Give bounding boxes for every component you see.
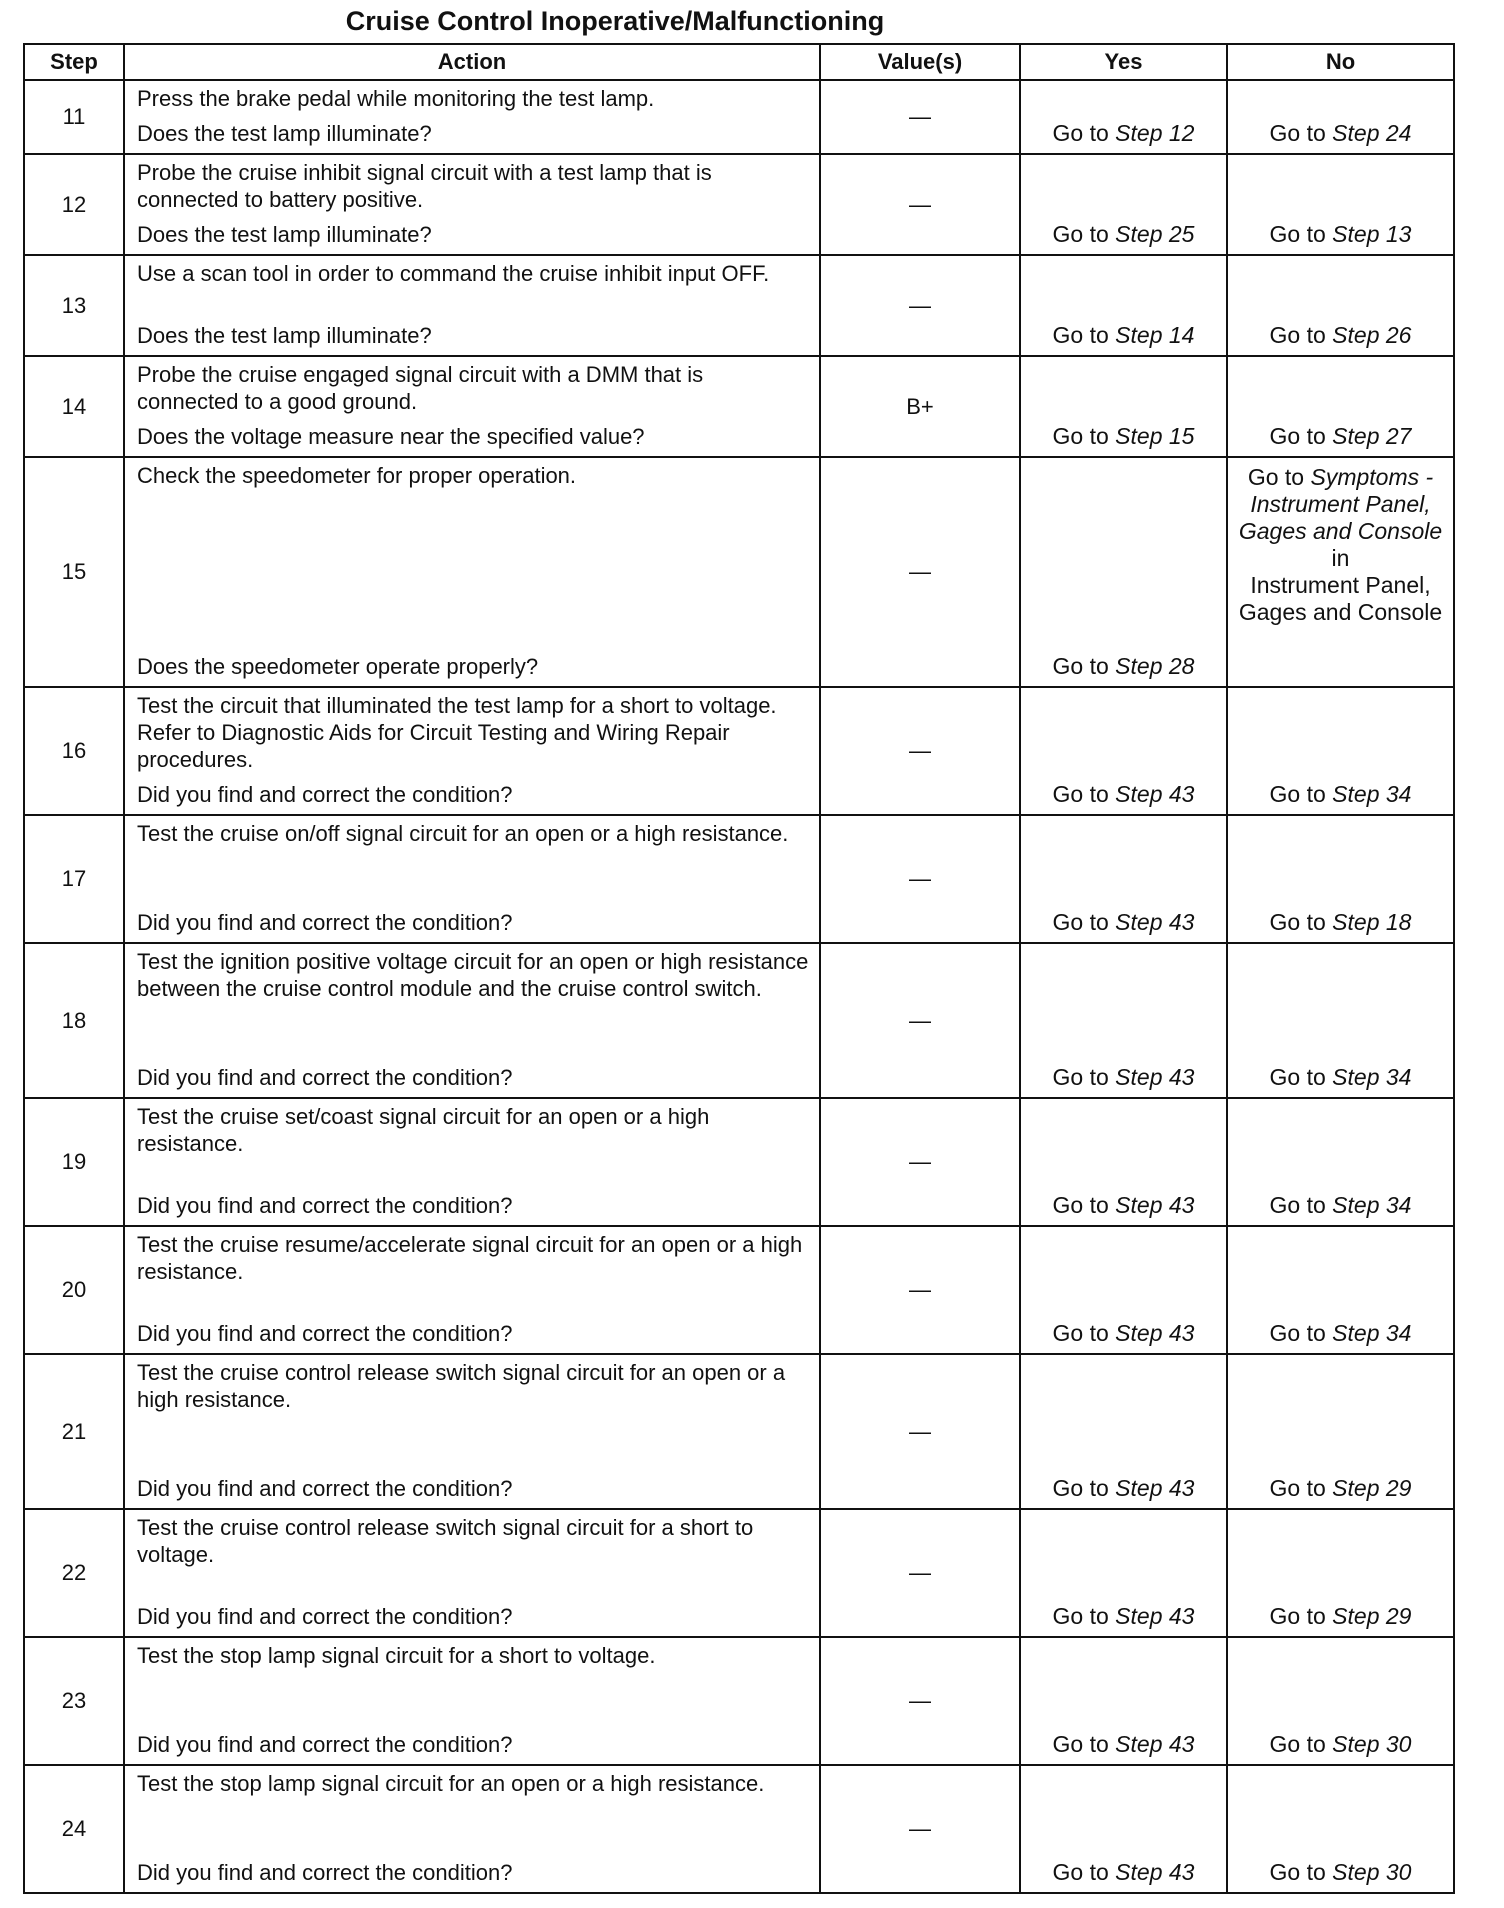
action-instruction: Check the speedometer for proper operation. bbox=[137, 463, 577, 488]
action-content bbox=[137, 692, 809, 808]
no-cell bbox=[1227, 457, 1454, 687]
action-content bbox=[137, 1231, 809, 1347]
action-instruction: Test the ignition positive voltage circuit for an open or high resistance between the cruise control module and the cruise control switch. bbox=[137, 949, 809, 1001]
step-number: 11 bbox=[24, 80, 124, 154]
table-body bbox=[24, 80, 1454, 1893]
action-instruction: Press the brake pedal while monitoring the test lamp. bbox=[137, 86, 655, 111]
yes-cell bbox=[1020, 356, 1227, 457]
action-cell bbox=[124, 1765, 820, 1893]
step-number: 14 bbox=[24, 356, 124, 457]
table-row bbox=[24, 80, 1454, 154]
value-cell: — bbox=[820, 1765, 1020, 1893]
in-label: in bbox=[1331, 545, 1350, 571]
yes-cell bbox=[1020, 80, 1227, 154]
goto-prefix: Go to bbox=[1052, 322, 1109, 348]
action-question: Did you find and correct the condition? bbox=[137, 1732, 513, 1757]
action-content bbox=[137, 159, 809, 248]
action-content bbox=[137, 1514, 809, 1630]
header-step: Step bbox=[24, 44, 124, 80]
goto-prefix: Go to bbox=[1269, 1603, 1326, 1629]
action-question: Does the voltage measure near the specified value? bbox=[137, 424, 645, 449]
goto-step-link[interactable]: Step 43 bbox=[1115, 909, 1195, 935]
yes-cell bbox=[1020, 1765, 1227, 1893]
table-title: Cruise Control Inoperative/Malfunctioning bbox=[345, 6, 885, 36]
value-cell: — bbox=[820, 1098, 1020, 1226]
no-cell bbox=[1227, 1765, 1454, 1893]
header-no: No bbox=[1227, 44, 1454, 80]
action-instruction: Test the cruise on/off signal circuit for an open or a high resistance. bbox=[137, 821, 789, 846]
step-number: 12 bbox=[24, 154, 124, 255]
value-cell: — bbox=[820, 1226, 1020, 1354]
action-cell bbox=[124, 1509, 820, 1637]
action-question: Did you find and correct the condition? bbox=[137, 782, 513, 807]
goto-step-link[interactable]: Step 34 bbox=[1332, 1192, 1412, 1218]
step-number: 23 bbox=[24, 1637, 124, 1765]
table-row bbox=[24, 255, 1454, 356]
action-question: Did you find and correct the condition? bbox=[137, 1860, 513, 1885]
no-cell bbox=[1227, 1637, 1454, 1765]
yes-cell bbox=[1020, 1509, 1227, 1637]
yes-cell bbox=[1020, 1098, 1227, 1226]
goto-step-link[interactable]: Step 30 bbox=[1332, 1731, 1412, 1757]
goto-prefix: Go to bbox=[1052, 781, 1109, 807]
action-content bbox=[137, 1642, 809, 1758]
action-instruction: Use a scan tool in order to command the cruise inhibit input OFF. bbox=[137, 261, 770, 286]
goto-step-link[interactable]: Step 43 bbox=[1115, 1192, 1195, 1218]
action-cell bbox=[124, 1098, 820, 1226]
table-row bbox=[24, 943, 1454, 1098]
goto-prefix: Go to bbox=[1269, 1320, 1326, 1346]
action-instruction: Test the cruise control release switch signal circuit for a short to voltage. bbox=[137, 1515, 754, 1567]
action-content bbox=[137, 1770, 809, 1886]
action-cell bbox=[124, 943, 820, 1098]
action-cell bbox=[124, 1637, 820, 1765]
goto-prefix: Go to bbox=[1269, 1192, 1326, 1218]
no-cell bbox=[1227, 1226, 1454, 1354]
value-cell: — bbox=[820, 815, 1020, 943]
action-question: Did you find and correct the condition? bbox=[137, 910, 513, 935]
goto-prefix: Go to bbox=[1269, 1731, 1326, 1757]
no-cell bbox=[1227, 255, 1454, 356]
no-cell bbox=[1227, 943, 1454, 1098]
action-instruction: Probe the cruise engaged signal circuit with a DMM that is connected to a good ground. bbox=[137, 362, 704, 414]
yes-cell bbox=[1020, 1637, 1227, 1765]
no-cell bbox=[1227, 1098, 1454, 1226]
goto-step-link[interactable]: Step 18 bbox=[1332, 909, 1412, 935]
goto-prefix: Go to bbox=[1052, 1731, 1109, 1757]
value-cell: — bbox=[820, 1509, 1020, 1637]
header-action: Action bbox=[124, 44, 820, 80]
action-cell bbox=[124, 255, 820, 356]
goto-prefix: Go to bbox=[1269, 120, 1326, 146]
goto-step-link[interactable]: Step 12 bbox=[1115, 120, 1195, 146]
action-question: Does the test lamp illuminate? bbox=[137, 323, 432, 348]
action-cell bbox=[124, 80, 820, 154]
step-number: 20 bbox=[24, 1226, 124, 1354]
goto-step-link[interactable]: Step 14 bbox=[1115, 322, 1195, 348]
action-cell bbox=[124, 1226, 820, 1354]
step-number: 13 bbox=[24, 255, 124, 356]
yes-cell bbox=[1020, 457, 1227, 687]
action-instruction: Test the stop lamp signal circuit for a short to voltage. bbox=[137, 1643, 656, 1668]
table-row bbox=[24, 356, 1454, 457]
goto-prefix: Go to bbox=[1269, 909, 1326, 935]
no-cell bbox=[1227, 687, 1454, 815]
action-content bbox=[137, 1359, 809, 1502]
action-content bbox=[137, 85, 809, 147]
action-question: Did you find and correct the condition? bbox=[137, 1193, 513, 1218]
table-row bbox=[24, 1509, 1454, 1637]
goto-prefix: Go to bbox=[1269, 1475, 1326, 1501]
goto-prefix: Go to bbox=[1269, 221, 1326, 247]
action-cell bbox=[124, 815, 820, 943]
table-row bbox=[24, 687, 1454, 815]
action-question: Does the speedometer operate properly? bbox=[137, 654, 539, 679]
step-number: 15 bbox=[24, 457, 124, 687]
action-cell bbox=[124, 1354, 820, 1509]
action-question: Did you find and correct the condition? bbox=[137, 1321, 513, 1346]
goto-step-link[interactable]: Step 30 bbox=[1332, 1859, 1412, 1885]
goto-step-link[interactable]: Step 43 bbox=[1115, 1731, 1195, 1757]
action-instruction: Test the stop lamp signal circuit for an open or a high resistance. bbox=[137, 1771, 765, 1796]
goto-step-link[interactable]: Step 43 bbox=[1115, 1320, 1195, 1346]
goto-step-link[interactable]: Step 29 bbox=[1332, 1475, 1412, 1501]
goto-step-link[interactable]: Step 29 bbox=[1332, 1603, 1412, 1629]
goto-step-link[interactable]: Step 43 bbox=[1115, 1603, 1195, 1629]
table-row bbox=[24, 154, 1454, 255]
no-cell bbox=[1227, 80, 1454, 154]
goto-prefix: Go to bbox=[1052, 120, 1109, 146]
goto-prefix: Go to bbox=[1052, 653, 1109, 679]
goto-prefix: Go to bbox=[1269, 1064, 1326, 1090]
step-number: 24 bbox=[24, 1765, 124, 1893]
goto-step-link[interactable]: Step 34 bbox=[1332, 781, 1412, 807]
step-number: 21 bbox=[24, 1354, 124, 1509]
manual-name: Instrument Panel, Gages and Console bbox=[1238, 572, 1443, 625]
goto-prefix: Go to bbox=[1052, 1859, 1109, 1885]
yes-cell bbox=[1020, 154, 1227, 255]
goto-step-link[interactable]: Step 34 bbox=[1332, 1320, 1412, 1346]
header-value: Value(s) bbox=[820, 44, 1020, 80]
goto-step-link[interactable]: Step 43 bbox=[1115, 781, 1195, 807]
action-cell bbox=[124, 154, 820, 255]
yes-cell bbox=[1020, 1354, 1227, 1509]
step-number: 18 bbox=[24, 943, 124, 1098]
step-number: 16 bbox=[24, 687, 124, 815]
goto-step-link[interactable]: Step 43 bbox=[1115, 1064, 1195, 1090]
no-cell bbox=[1227, 1509, 1454, 1637]
action-content bbox=[137, 361, 809, 450]
symptoms-link[interactable]: Symptoms - Instrument Panel, Gages and Console bbox=[1238, 464, 1443, 544]
action-instruction: Probe the cruise inhibit signal circuit with a test lamp that is connected to battery positive. bbox=[137, 160, 712, 212]
goto-step-link[interactable]: Step 25 bbox=[1115, 221, 1195, 247]
action-instruction: Test the cruise control release switch signal circuit for an open or a high resistance. bbox=[137, 1360, 786, 1412]
goto-step-link[interactable]: Step 26 bbox=[1332, 322, 1412, 348]
goto-prefix: Go to bbox=[1269, 781, 1326, 807]
goto-step-link[interactable]: Step 24 bbox=[1332, 120, 1412, 146]
action-content bbox=[137, 260, 809, 349]
table-row bbox=[24, 1765, 1454, 1893]
action-cell bbox=[124, 687, 820, 815]
value-cell: — bbox=[820, 457, 1020, 687]
table-header-row bbox=[24, 44, 1454, 80]
goto-step-link[interactable]: Step 43 bbox=[1115, 1475, 1195, 1501]
value-cell: B+ bbox=[820, 356, 1020, 457]
goto-step-link[interactable]: Step 28 bbox=[1115, 653, 1195, 679]
goto-step-link[interactable]: Step 13 bbox=[1332, 221, 1412, 247]
table-row bbox=[24, 1098, 1454, 1226]
goto-step-link[interactable]: Step 34 bbox=[1332, 1064, 1412, 1090]
yes-cell bbox=[1020, 687, 1227, 815]
table-row bbox=[24, 1354, 1454, 1509]
no-cell bbox=[1227, 1354, 1454, 1509]
action-question: Did you find and correct the condition? bbox=[137, 1065, 513, 1090]
value-cell: — bbox=[820, 255, 1020, 356]
step-number: 22 bbox=[24, 1509, 124, 1637]
action-content bbox=[137, 462, 809, 680]
action-instruction: Test the circuit that illuminated the test lamp for a short to voltage. Refer to Diagnostic Aids for Circuit Testing and Wiring Repair procedures. bbox=[137, 693, 777, 772]
value-cell: — bbox=[820, 154, 1020, 255]
action-cell bbox=[124, 356, 820, 457]
goto-prefix: Go to bbox=[1052, 423, 1109, 449]
goto-step-link[interactable]: Step 27 bbox=[1332, 423, 1412, 449]
goto-step-link[interactable]: Step 15 bbox=[1115, 423, 1195, 449]
value-cell: — bbox=[820, 1354, 1020, 1509]
goto-prefix: Go to bbox=[1052, 1603, 1109, 1629]
action-cell bbox=[124, 457, 820, 687]
action-question: Did you find and correct the condition? bbox=[137, 1604, 513, 1629]
goto-step-link[interactable]: Step 43 bbox=[1115, 1859, 1195, 1885]
goto-prefix: Go to bbox=[1052, 1064, 1109, 1090]
value-cell: — bbox=[820, 687, 1020, 815]
action-instruction: Test the cruise resume/accelerate signal circuit for an open or a high resistance. bbox=[137, 1232, 803, 1284]
goto-prefix: Go to bbox=[1247, 464, 1305, 490]
action-question: Did you find and correct the condition? bbox=[137, 1476, 513, 1501]
no-cell bbox=[1227, 815, 1454, 943]
value-cell: — bbox=[820, 943, 1020, 1098]
goto-prefix: Go to bbox=[1269, 423, 1326, 449]
diagnostic-table bbox=[23, 43, 1455, 1894]
step-number: 19 bbox=[24, 1098, 124, 1226]
goto-prefix: Go to bbox=[1052, 1475, 1109, 1501]
action-question: Does the test lamp illuminate? bbox=[137, 121, 432, 146]
goto-prefix: Go to bbox=[1269, 1859, 1326, 1885]
action-content bbox=[137, 948, 809, 1091]
no-cell bbox=[1227, 154, 1454, 255]
yes-cell bbox=[1020, 815, 1227, 943]
table-row bbox=[24, 1637, 1454, 1765]
header-yes: Yes bbox=[1020, 44, 1227, 80]
yes-cell bbox=[1020, 255, 1227, 356]
yes-cell bbox=[1020, 1226, 1227, 1354]
table-row bbox=[24, 457, 1454, 687]
table-row bbox=[24, 1226, 1454, 1354]
goto-prefix: Go to bbox=[1052, 909, 1109, 935]
action-content bbox=[137, 1103, 809, 1219]
step-number: 17 bbox=[24, 815, 124, 943]
action-instruction: Test the cruise set/coast signal circuit for an open or a high resistance. bbox=[137, 1104, 710, 1156]
no-cell bbox=[1227, 356, 1454, 457]
value-cell: — bbox=[820, 1637, 1020, 1765]
yes-cell bbox=[1020, 943, 1227, 1098]
goto-prefix: Go to bbox=[1052, 221, 1109, 247]
value-cell: — bbox=[820, 80, 1020, 154]
table-row bbox=[24, 815, 1454, 943]
action-question: Does the test lamp illuminate? bbox=[137, 222, 432, 247]
goto-prefix: Go to bbox=[1269, 322, 1326, 348]
goto-prefix: Go to bbox=[1052, 1192, 1109, 1218]
action-content bbox=[137, 820, 809, 936]
goto-prefix: Go to bbox=[1052, 1320, 1109, 1346]
